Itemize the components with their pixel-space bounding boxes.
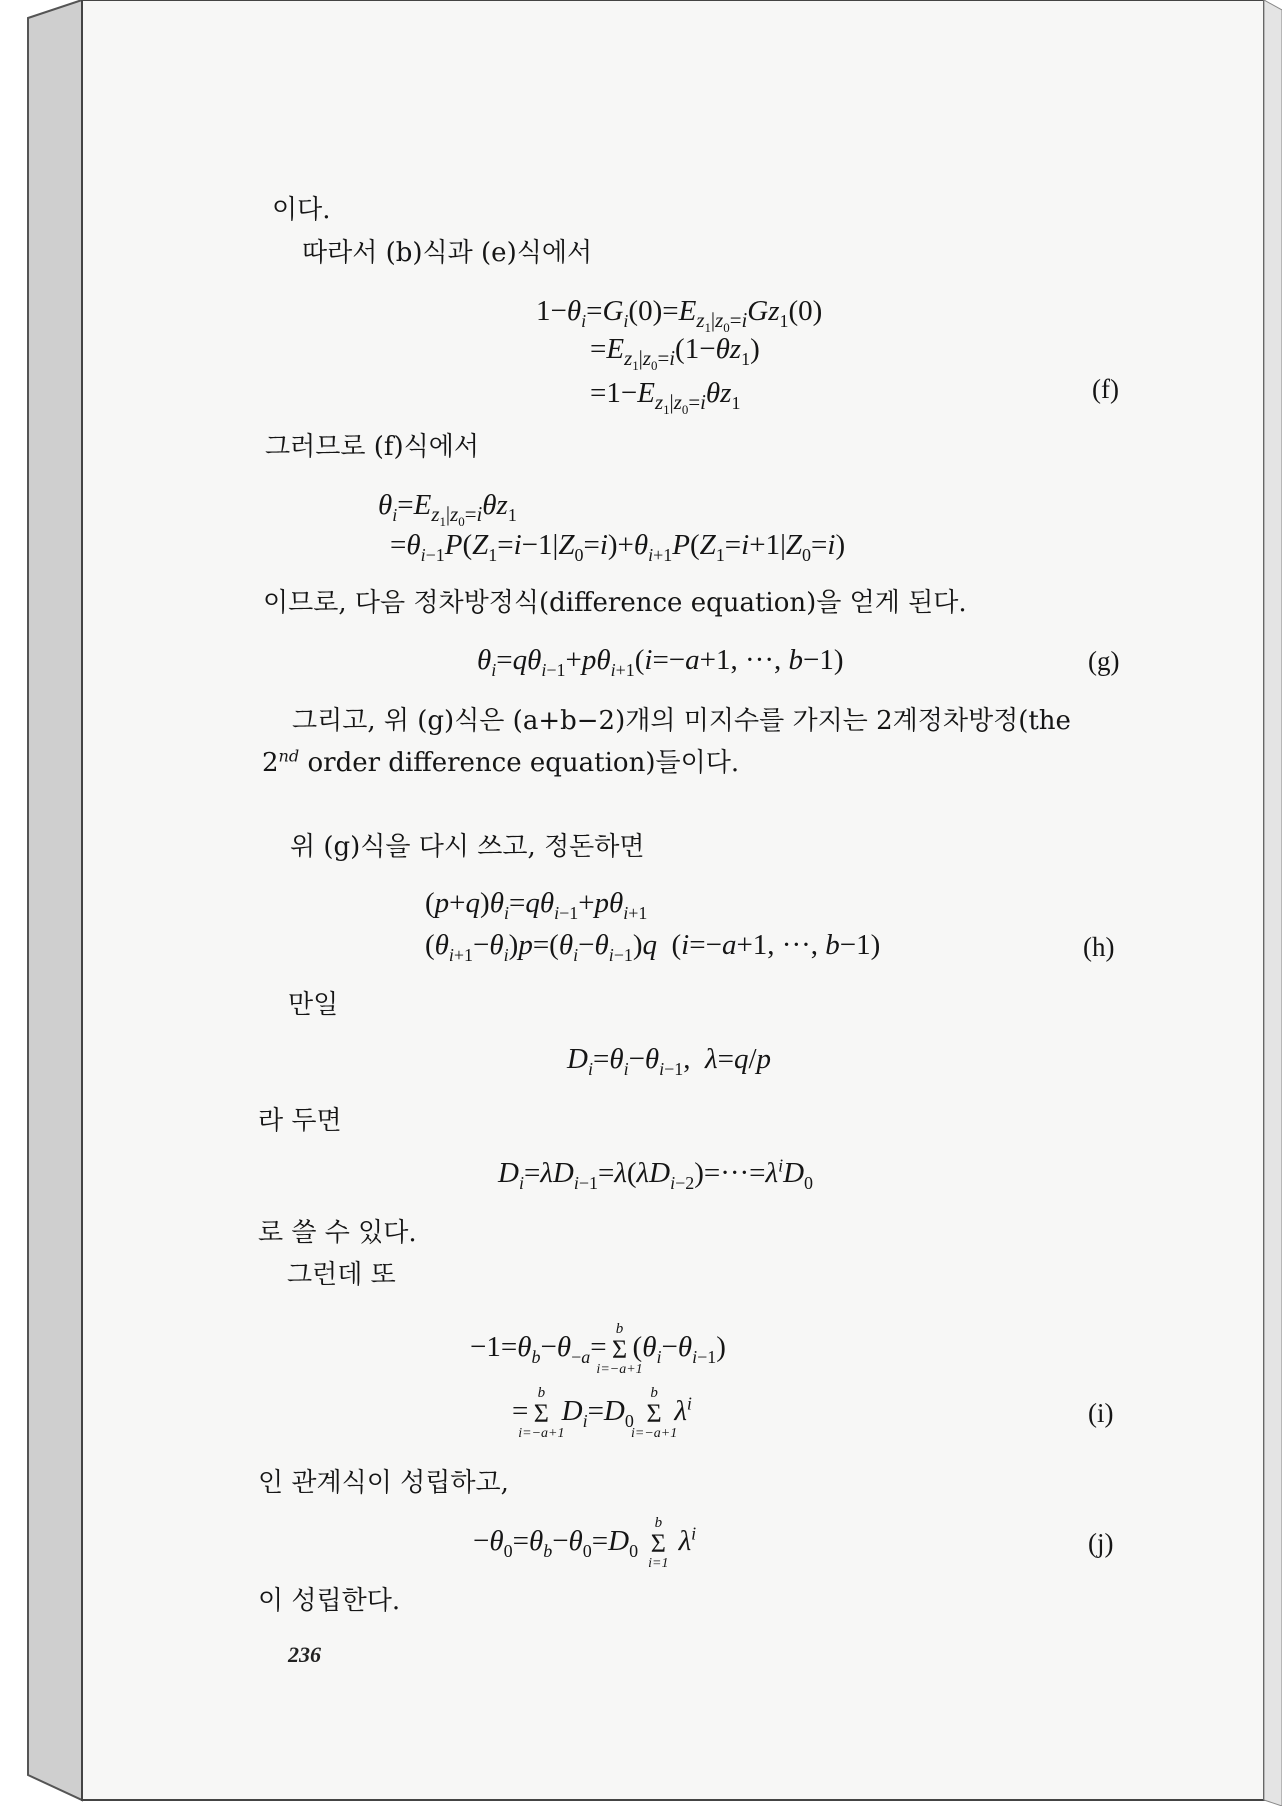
text-line: 그러므로 (f)식에서	[265, 432, 479, 462]
text-line: 그리고, 위 (g)식은 (a+b−2)개의 미지수를 가지는 2계정차방정(the	[292, 706, 1071, 736]
equation-tag-g: (g)	[1088, 646, 1120, 676]
text-line: 따라서 (b)식과 (e)식에서	[302, 238, 593, 268]
equation-f-3: $=1-E_{z_1|z_0=i}\theta z_1$	[590, 377, 741, 417]
equation-tag-h: (h)	[1083, 932, 1115, 962]
equation-D-def: $D_i=\theta_i-\theta_{i-1}$, λ=q/p	[567, 1043, 772, 1079]
equation-D-power: $D_i=\lambda D_{i-1}=\lambda(\lambda D_{i-2})=\cdot\cdot\cdot=\lambda^iD_0$	[498, 1155, 814, 1193]
text-line: 이므로, 다음 정차방정식(difference equation)을 얻게 된다.	[263, 588, 967, 618]
text-line: 위 (g)식을 다시 쓰고, 정돈하면	[290, 832, 645, 862]
text-line: 인 관계식이 성립하고,	[258, 1468, 509, 1498]
page-number: 236	[288, 1642, 321, 1667]
equation-i-2: = b Σ i=−a+1 $D_i=D_0$ b Σ i=−a+1 $\lambda^i$	[512, 1384, 692, 1441]
text-line: 만일	[288, 990, 339, 1020]
equation-h-2: $(\theta_{i+1}-\theta_i)p=(\theta_i-\theta_{i-1})q$ (i=−a+1, ···, b−1)	[425, 929, 881, 965]
text-line: 라 두면	[258, 1106, 342, 1136]
text-line: 로 쓸 수 있다.	[258, 1218, 417, 1248]
equation-tag-i: (i)	[1088, 1398, 1114, 1428]
text-line: 이 성립한다.	[258, 1586, 401, 1616]
equation-tag-j: (j)	[1088, 1528, 1114, 1558]
equation-g: $\theta_i=q\theta_{i-1}+p\theta_{i+1}(i=-a+1$, ···, b−1)	[477, 644, 844, 680]
text-line: 2nd order difference equation)들이다.	[262, 746, 740, 778]
equation-j: $-\theta_0=\theta_b-\theta_0=D_0$ b Σ i=1 $\lambda^i$	[473, 1514, 697, 1571]
text-line: 이다.	[272, 195, 331, 225]
equation-f-2: $=E_{z_1|z_0=i}(1-\theta z_1)$	[590, 333, 760, 373]
equation-i-1: $-1=\theta_b-\theta_{-a}=$ b Σ i=−a+1 $(\theta_i-\theta_{i-1})$	[470, 1320, 726, 1377]
text-line: 그런데 또	[287, 1260, 396, 1290]
equation-theta-2: $=\theta_{i-1}P(Z_1=i-1|Z_0=i)+\theta_{i+1}P(Z_1=i+1|Z_0=i)$	[390, 529, 846, 565]
equation-theta-1: $\theta_i=E_{z_1|z_0=i}\theta z_1$	[378, 489, 517, 529]
equation-h-1: $(p+q)\theta_i=q\theta_{i-1}+p\theta_{i+1}$	[425, 887, 648, 923]
equation-tag-f: (f)	[1092, 374, 1119, 404]
equation-f-1: $1-\theta_i=G_i(0)=E_{z_1|z_0=i}Gz_1(0)$	[536, 295, 823, 335]
